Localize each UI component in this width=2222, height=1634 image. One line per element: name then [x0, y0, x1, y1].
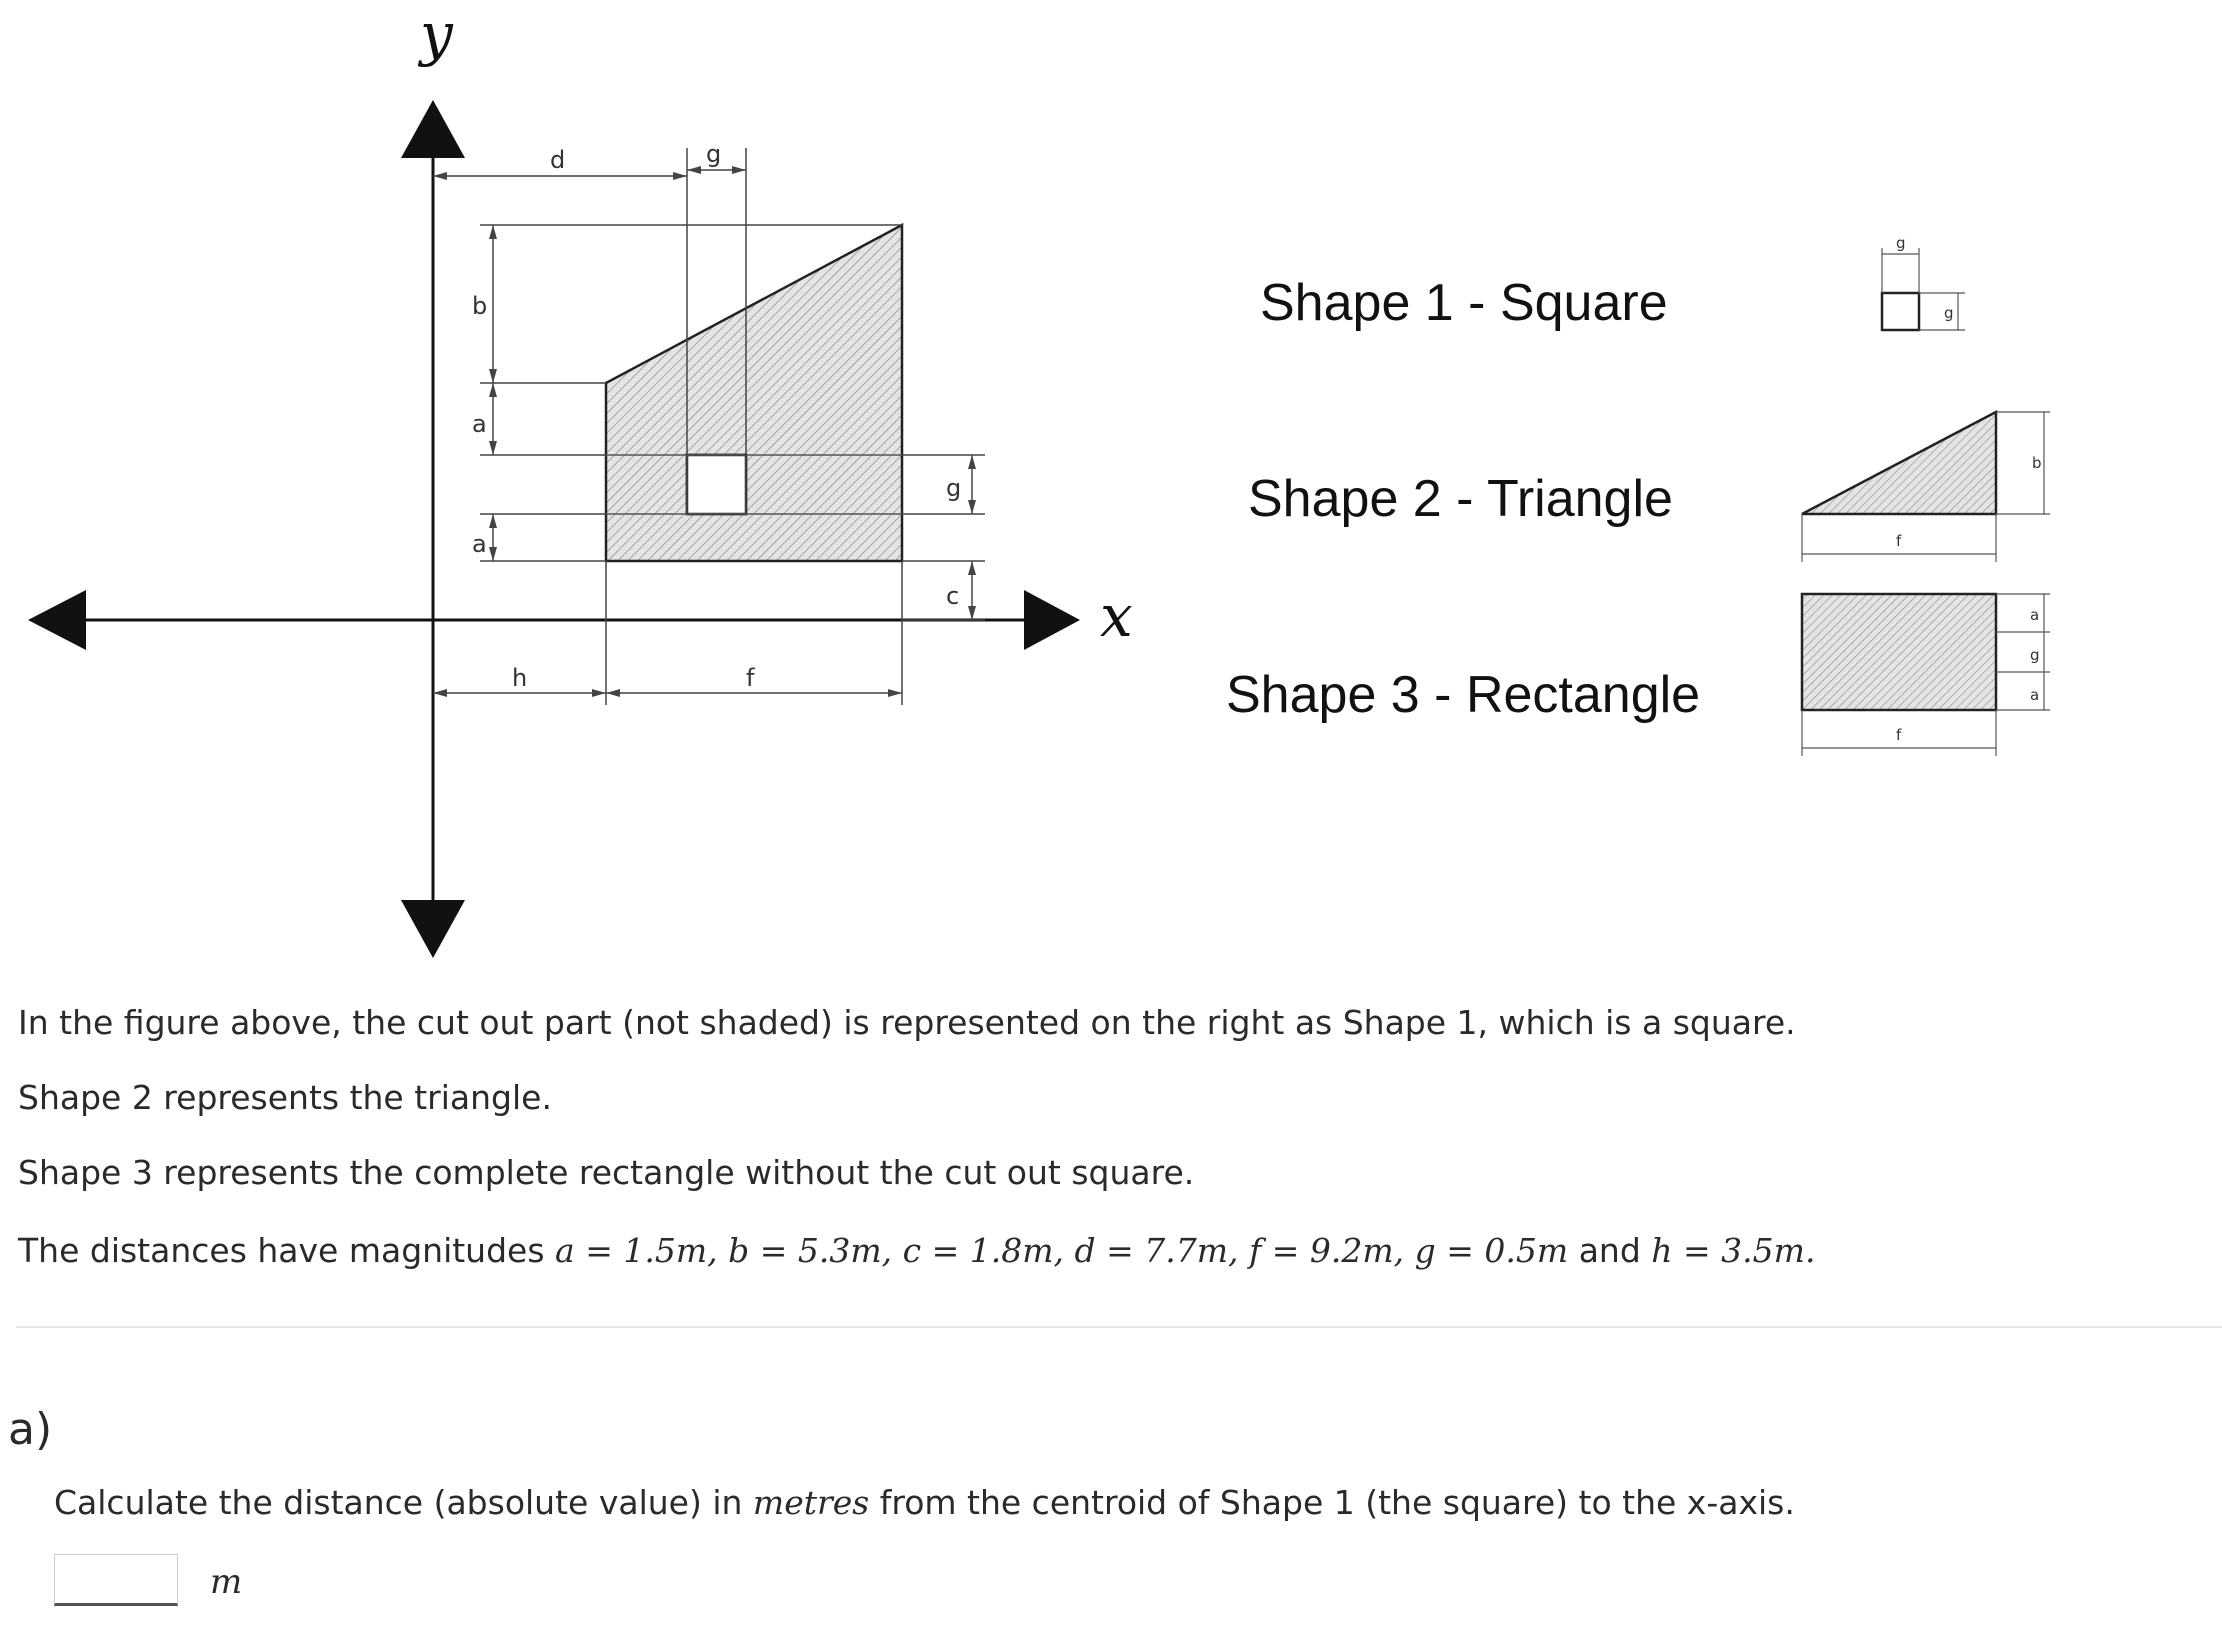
shape-1-square-icon: [1882, 234, 1965, 330]
dim-label-b: b: [472, 292, 488, 320]
question-text: [54, 1483, 1795, 1523]
legend-shape-2-title: Shape 2 - Triangle: [1248, 470, 1673, 528]
paragraph-distances: [18, 1231, 1815, 1271]
y-axis-up-arrow: [401, 100, 465, 158]
paragraph-shape-2: Shape 2 represents the triangle.: [18, 1078, 552, 1117]
value-a: a = 1.5m,: [555, 1231, 718, 1270]
paragraph-cutout: In the figure above, the cut out part (not shaded) is represented on the right as Shape 1, which is a square.: [18, 1003, 1796, 1042]
shape-3-dim-a-top: a: [2030, 606, 2040, 624]
dim-label-a: a: [472, 410, 487, 438]
value-h: h = 3.5m.: [1651, 1231, 1816, 1270]
section-divider: [16, 1326, 2222, 1328]
paragraph-shape-3: Shape 3 represents the complete rectangle without the cut out square.: [18, 1153, 1195, 1192]
axes: [28, 0, 1133, 958]
question-text-metres: metres: [752, 1483, 870, 1522]
dim-label-g: g: [706, 140, 722, 168]
question-text-after: from the centroid of Shape 1 (the square) to the x-axis.: [879, 1483, 1795, 1522]
dim-label-c: c: [946, 582, 960, 610]
shape-3-dim-a-bottom: a: [2030, 686, 2040, 704]
answer-unit: m: [210, 1562, 243, 1602]
distances-and: and: [1578, 1231, 1641, 1270]
shape-3-dim-g: g: [2030, 646, 2040, 664]
legend-shape-1-title: Shape 1 - Square: [1260, 274, 1668, 332]
y-axis-label: y: [420, 0, 453, 68]
dim-label-a-lower: a: [472, 530, 487, 558]
shape-3-dim-f: f: [1896, 726, 1902, 744]
shape-2-triangle-icon: [1802, 412, 2050, 562]
dim-label-g-right: g: [946, 474, 962, 502]
question-text-before: Calculate the distance (absolute value) in: [54, 1483, 743, 1522]
value-g: g = 0.5m: [1414, 1231, 1569, 1270]
cut-out-square: [687, 455, 746, 514]
value-f: f = 9.2m,: [1249, 1231, 1405, 1270]
answer-input[interactable]: [54, 1554, 178, 1606]
main-shape: [606, 225, 902, 561]
x-axis-label: x: [1100, 582, 1133, 650]
shape-1-dim-g-top: g: [1896, 234, 1906, 252]
y-axis-down-arrow: [401, 900, 465, 958]
x-axis-right-arrow: [1024, 590, 1080, 650]
value-c: c = 1.8m,: [902, 1231, 1065, 1270]
distances-prefix: The distances have magnitudes: [18, 1231, 545, 1270]
dim-label-f: f: [746, 664, 755, 692]
shape-2-dim-f: f: [1896, 532, 1902, 550]
dim-label-d: d: [550, 146, 566, 174]
value-d: d = 7.7m,: [1074, 1231, 1239, 1270]
legend-shape-3-title: Shape 3 - Rectangle: [1226, 666, 1701, 724]
dim-label-h: h: [512, 664, 528, 692]
shape-3-rectangle-icon: [1802, 594, 2050, 756]
x-axis-left-arrow: [28, 590, 86, 650]
shape-2-dim-b: b: [2032, 454, 2042, 472]
question-part-label: a): [8, 1404, 53, 1455]
shape-legend: [1226, 234, 2050, 756]
shape-1-dim-g-side: g: [1944, 304, 1954, 322]
value-b: b = 5.3m,: [728, 1231, 893, 1270]
